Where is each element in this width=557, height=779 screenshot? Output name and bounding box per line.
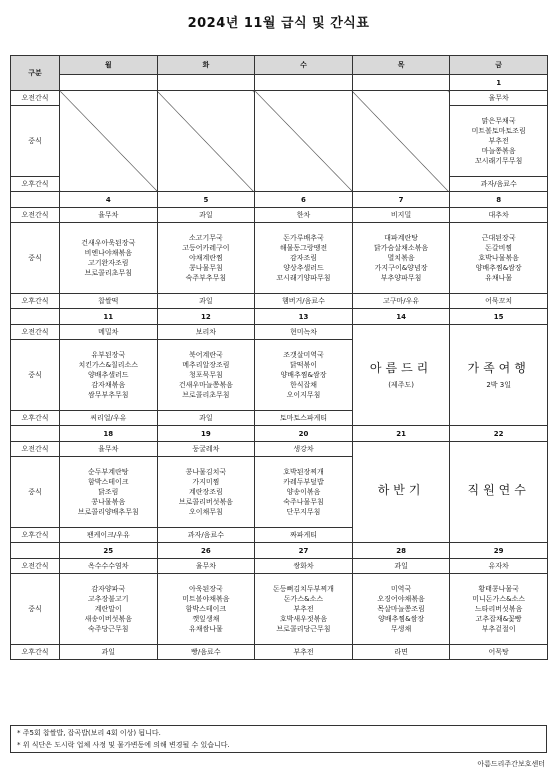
lunch-menu-cell	[157, 223, 255, 294]
menu-item: 목살마늘쫑조림	[377, 605, 425, 613]
menu-item: 미트볼야채볶음	[182, 595, 230, 603]
menu-item: 함박스테이크	[185, 605, 227, 613]
weekday-header: 수	[255, 56, 353, 75]
lunch-menu-cell	[157, 340, 255, 411]
lunch-label: 중식	[11, 457, 60, 528]
menu-item: 숙주부추무침	[185, 274, 227, 282]
menu-item: 고추잡채&꽃빵	[475, 615, 522, 623]
menu-item: 양배추찜&쌈장	[280, 371, 327, 379]
menu-item: 고등어카레구이	[182, 244, 230, 252]
pm-snack-cell: 팬케이크/우유	[60, 528, 158, 543]
special-event-cell	[450, 325, 548, 426]
menu-item: 황태콩나물국	[478, 585, 519, 593]
menu-item: 깻잎생채	[192, 615, 220, 623]
menu-item: 새송이버섯볶음	[84, 615, 132, 623]
date-row-label	[11, 192, 60, 208]
am-snack-label: 오전간식	[11, 559, 60, 574]
am-snack-cell: 과일	[157, 208, 255, 223]
pm-snack-cell: 어묵꼬치	[450, 294, 548, 309]
am-snack-cell: 한차	[255, 208, 353, 223]
menu-item: 건새우마늘쫑볶음	[178, 381, 233, 389]
date-row	[11, 426, 548, 442]
pm-snack-cell: 부추전	[255, 645, 353, 660]
menu-item: 아욱된장국	[188, 585, 223, 593]
menu-item: 미역국	[390, 585, 412, 593]
menu-item: 양배추찜&쌈장	[378, 615, 425, 623]
menu-item: 감자양파국	[91, 585, 126, 593]
am-snack-row	[11, 91, 548, 106]
menu-item: 양배추샐러드	[88, 371, 129, 379]
special-event-title: 하반기	[377, 483, 425, 497]
pm-snack-cell: 짜파게티	[255, 528, 353, 543]
date-cell: 7	[352, 192, 450, 208]
am-snack-row	[11, 208, 548, 223]
am-snack-cell: 율무차	[60, 442, 158, 457]
menu-item: 양상추샐러드	[283, 264, 324, 272]
date-cell: 5	[157, 192, 255, 208]
menu-item: 야채계란찜	[188, 254, 223, 262]
menu-item: 오징어야채볶음	[377, 595, 425, 603]
menu-item: 청포묵무침	[188, 371, 223, 379]
lunch-menu-cell	[157, 457, 255, 528]
weekday-header-row	[11, 56, 548, 75]
pm-snack-cell: 과자/음료수	[450, 177, 548, 192]
am-snack-row	[11, 442, 548, 457]
empty-day-cell	[60, 91, 158, 192]
menu-item: 꼬시래기무무침	[475, 157, 523, 165]
menu-item: 한식잡채	[289, 381, 318, 389]
menu-item: 근대된장국	[481, 234, 516, 242]
am-snack-label: 오전간식	[11, 442, 60, 457]
am-snack-cell: 과일	[352, 559, 450, 574]
special-event-subtitle: (제주도)	[388, 381, 414, 389]
date-cell: 11	[60, 309, 158, 325]
special-event-title: 아름드리	[369, 361, 433, 375]
menu-item: 닭떡볶이	[289, 361, 318, 369]
special-event-cell	[352, 442, 450, 543]
date-cell: 14	[352, 309, 450, 325]
date-row-label	[11, 426, 60, 442]
am-snack-cell: 보리차	[157, 325, 255, 340]
pm-snack-label: 오후간식	[11, 177, 60, 192]
menu-item: 브로콜리버섯볶음	[178, 498, 233, 506]
am-snack-cell: 비지밀	[352, 208, 450, 223]
date-row	[11, 192, 548, 208]
menu-item: 대파계란탕	[384, 234, 418, 242]
date-row	[11, 309, 548, 325]
date-cell: 22	[450, 426, 548, 442]
pm-snack-label: 오후간식	[11, 645, 60, 660]
am-snack-cell: 현미녹차	[255, 325, 353, 340]
lunch-menu-cell	[255, 574, 353, 645]
date-row-label	[11, 309, 60, 325]
pm-snack-label: 오후간식	[11, 294, 60, 309]
am-snack-cell: 쌍화차	[255, 559, 353, 574]
date-cell: 18	[60, 426, 158, 442]
menu-item: 고기완자조림	[88, 259, 129, 267]
empty-day-cell	[157, 91, 255, 192]
menu-item: 치킨가스&칠리소스	[78, 361, 139, 369]
notes-box	[10, 725, 547, 753]
lunch-menu-cell	[60, 457, 158, 528]
lunch-menu-cell	[60, 340, 158, 411]
lunch-menu-cell	[450, 106, 548, 177]
meal-schedule-table	[10, 55, 548, 660]
pm-snack-cell: 어묵탕	[450, 645, 548, 660]
pm-snack-cell: 과일	[157, 411, 255, 426]
lunch-label: 중식	[11, 340, 60, 411]
date-cell: 6	[255, 192, 353, 208]
menu-item: 호박된장찌개	[283, 468, 324, 476]
date-cell: 27	[255, 543, 353, 559]
lunch-menu-cell	[352, 574, 450, 645]
menu-item: 꼬시래기양파무침	[276, 274, 331, 282]
menu-item: 감자채볶음	[91, 381, 126, 389]
category-header: 구분	[11, 56, 60, 91]
menu-item: 단무지무침	[286, 508, 321, 516]
menu-item: 계란장조림	[188, 488, 223, 496]
am-snack-row	[11, 559, 548, 574]
menu-item: 부추전	[488, 137, 509, 145]
pm-snack-row	[11, 294, 548, 309]
menu-item: 맑은무채국	[481, 117, 516, 125]
lunch-menu-cell	[255, 457, 353, 528]
pm-snack-cell: 빵/음료수	[157, 645, 255, 660]
menu-item: 닭가슴살채소볶음	[374, 244, 429, 252]
menu-item: 메추리알장조림	[182, 361, 230, 369]
menu-item: 숙주당근무침	[88, 625, 129, 633]
menu-item: 순두부계란탕	[88, 468, 129, 476]
pm-snack-label: 오후간식	[11, 528, 60, 543]
date-cell	[255, 75, 353, 91]
page-title: 2024년 11월 급식 및 간식표	[187, 16, 370, 31]
menu-item: 카레두부덮밥	[283, 478, 324, 486]
menu-item: 가지미찜	[192, 478, 220, 486]
date-cell: 4	[60, 192, 158, 208]
date-cell: 1	[450, 75, 548, 91]
am-snack-label: 오전간식	[11, 325, 60, 340]
am-snack-cell: 메밀차	[60, 325, 158, 340]
am-snack-label: 오전간식	[11, 208, 60, 223]
pm-snack-cell: 과일	[157, 294, 255, 309]
lunch-menu-cell	[157, 574, 255, 645]
weekday-header: 목	[352, 56, 450, 75]
menu-item: 호박나물볶음	[478, 254, 519, 262]
date-cell: 15	[450, 309, 548, 325]
lunch-menu-cell	[450, 223, 548, 294]
menu-item: 브로콜리당근무침	[276, 625, 331, 633]
center-name: 아름드리주간보호센터	[477, 760, 545, 768]
menu-item: 부추양파무침	[380, 274, 422, 282]
menu-item: 멸치볶음	[387, 254, 415, 262]
menu-item: 건새우아욱된장국	[81, 239, 136, 247]
menu-item: 유채쌈나물	[188, 625, 223, 633]
am-snack-cell: 옥수수수염차	[60, 559, 158, 574]
menu-item: 부추전	[293, 605, 314, 613]
am-snack-label: 오전간식	[11, 91, 60, 106]
special-event-title: 직원연수	[467, 483, 530, 497]
menu-item: 느타리버섯볶음	[475, 605, 523, 613]
empty-day-cell	[255, 91, 353, 192]
menu-item: 브로콜리초무침	[182, 391, 230, 399]
pm-snack-cell: 과일	[60, 645, 158, 660]
special-event-cell	[450, 442, 548, 543]
date-cell	[157, 75, 255, 91]
pm-snack-row	[11, 645, 548, 660]
date-cell: 19	[157, 426, 255, 442]
lunch-label: 중식	[11, 223, 60, 294]
date-cell	[352, 75, 450, 91]
menu-item: 유채나물	[485, 274, 513, 282]
date-cell: 25	[60, 543, 158, 559]
menu-item: 돈갈비찜	[485, 244, 513, 252]
menu-item: 콩나물김치국	[185, 468, 227, 476]
am-snack-cell: 유자차	[450, 559, 548, 574]
am-snack-row	[11, 325, 548, 340]
menu-item: 돈등뼈김치두부찌개	[273, 585, 334, 593]
date-row	[11, 75, 548, 91]
pm-snack-cell: 찹쌀떡	[60, 294, 158, 309]
menu-item: 쌈무부추무침	[88, 391, 129, 399]
menu-item: 북어계란국	[188, 351, 223, 359]
date-cell: 26	[157, 543, 255, 559]
menu-item: 해물동그랑땡전	[279, 244, 328, 252]
date-cell: 20	[255, 426, 353, 442]
menu-item: 콩나물볶음	[91, 498, 126, 506]
date-cell: 28	[352, 543, 450, 559]
empty-day-cell	[352, 91, 450, 192]
menu-item: 오이지무침	[286, 391, 321, 399]
pm-snack-cell: 씨리얼/우유	[60, 411, 158, 426]
lunch-label: 중식	[11, 574, 60, 645]
menu-item: 마늘쫑볶음	[481, 147, 516, 155]
lunch-row	[11, 574, 548, 645]
weekday-header: 월	[60, 56, 158, 75]
weekday-header: 금	[450, 56, 548, 75]
note-line: * 위 식단은 도시락 업체 사정 및 물가변동에 의해 변경될 수 있습니다.	[17, 741, 230, 749]
date-row-label	[11, 543, 60, 559]
menu-item: 돈가스&소스	[283, 595, 324, 603]
special-event-title: 가족여행	[467, 361, 530, 375]
lunch-label: 중식	[11, 106, 60, 177]
menu-item: 소고기무국	[188, 234, 223, 242]
menu-item: 무생채	[390, 625, 412, 633]
menu-item: 양송이볶음	[286, 488, 321, 496]
am-snack-cell: 율무차	[60, 208, 158, 223]
date-cell: 21	[352, 426, 450, 442]
note-line: * 주5회 찹쌀밥, 잡곡밥(보리 4회 이상) 됩니다.	[17, 729, 161, 737]
lunch-menu-cell	[60, 574, 158, 645]
menu-item: 미트볼토마토조림	[471, 127, 526, 135]
menu-item: 콩나물무침	[188, 264, 223, 272]
date-cell: 12	[157, 309, 255, 325]
date-row	[11, 543, 548, 559]
lunch-row	[11, 223, 548, 294]
am-snack-cell: 대추차	[450, 208, 548, 223]
date-cell	[60, 75, 158, 91]
menu-item: 닭조림	[98, 488, 119, 496]
menu-item: 호박새우젓볶음	[279, 615, 328, 623]
menu-item: 양배추찜&쌈장	[475, 264, 522, 272]
pm-snack-label: 오후간식	[11, 411, 60, 426]
lunch-menu-cell	[60, 223, 158, 294]
menu-item: 비엔나야채볶음	[84, 249, 132, 257]
am-snack-cell: 둥굴레차	[157, 442, 255, 457]
menu-item: 돈가루배추국	[283, 234, 324, 242]
lunch-menu-cell	[255, 223, 353, 294]
date-cell: 8	[450, 192, 548, 208]
menu-item: 미니돈가스&소스	[472, 595, 526, 603]
am-snack-cell: 율무차	[157, 559, 255, 574]
menu-item: 브로콜리초무침	[84, 269, 132, 277]
am-snack-cell: 율무차	[450, 91, 548, 106]
am-snack-cell: 생강차	[255, 442, 353, 457]
menu-item: 조갯살미역국	[283, 351, 324, 359]
pm-snack-cell: 라면	[352, 645, 450, 660]
lunch-menu-cell	[450, 574, 548, 645]
pm-snack-cell: 토마토스파게티	[255, 411, 353, 426]
menu-item: 숙주나물무침	[283, 498, 324, 506]
lunch-menu-cell	[352, 223, 450, 294]
special-event-cell	[352, 325, 450, 426]
date-cell: 29	[450, 543, 548, 559]
menu-item: 고추장불고기	[88, 595, 129, 603]
pm-snack-cell: 햄버거/음료수	[255, 294, 353, 309]
menu-item: 유부된장국	[91, 351, 126, 359]
weekday-header: 화	[157, 56, 255, 75]
pm-snack-cell: 고구마/우유	[352, 294, 450, 309]
menu-item: 감자조림	[289, 254, 318, 262]
special-event-subtitle: 2박 3일	[486, 381, 511, 389]
menu-item: 함박스테이크	[88, 478, 129, 486]
menu-item: 부추겉절이	[481, 625, 516, 633]
date-cell: 13	[255, 309, 353, 325]
menu-item: 가지구이&양념장	[374, 264, 428, 272]
menu-item: 오이채무침	[188, 508, 223, 516]
pm-snack-cell: 과자/음료수	[157, 528, 255, 543]
menu-item: 계란말이	[94, 605, 122, 613]
lunch-menu-cell	[255, 340, 353, 411]
menu-item: 브로콜리양배추무침	[77, 508, 139, 516]
